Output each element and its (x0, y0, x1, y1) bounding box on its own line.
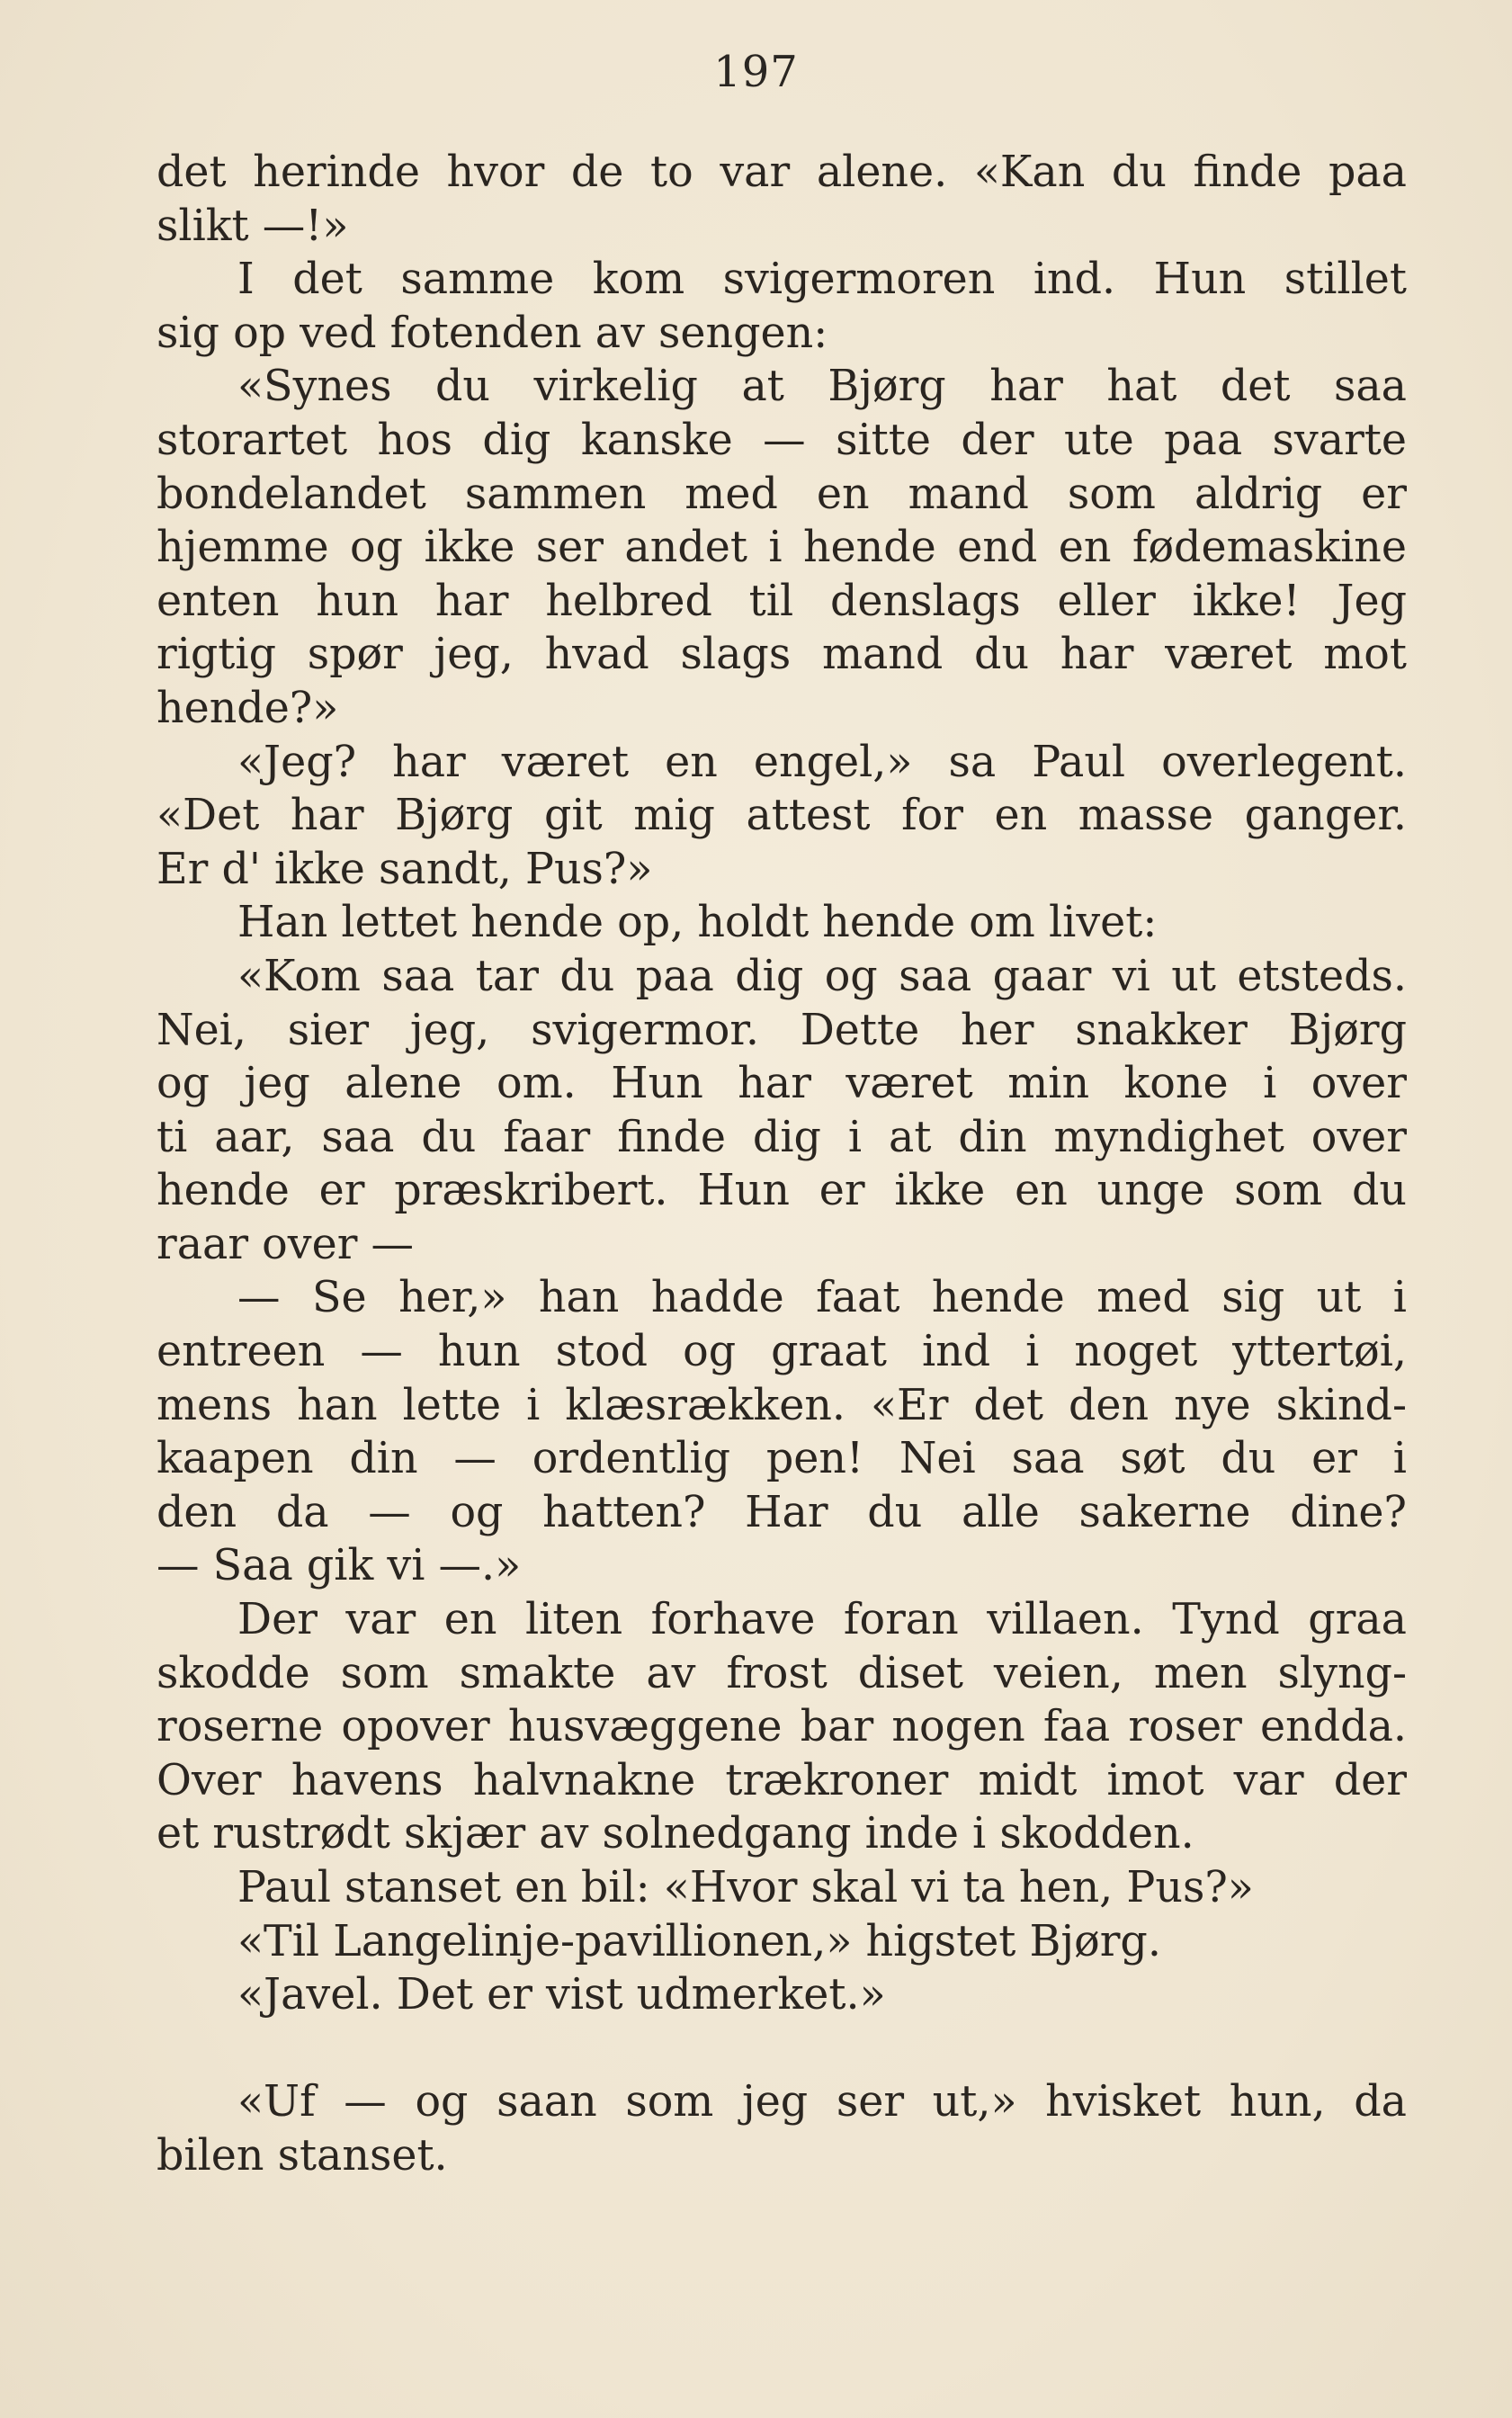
body-text (157, 146, 1407, 2183)
text-line: entreen — hun stod og graat ind i noget yttertøi, (157, 1327, 1407, 1377)
text-line: sig op ved fotenden av sengen: (157, 308, 828, 358)
text-line: det herinde hvor de to var alene. «Kan du finde paa (157, 148, 1407, 197)
text-line: «Kom saa tar du paa dig og saa gaar vi ut etsteds. (237, 951, 1407, 1001)
text-line: I det samme kom svigermoren ind. Hun stillet (237, 255, 1407, 305)
text-line: den da — og hatten? Har du alle sakerne dine? (157, 1487, 1407, 1537)
text-line: raar over — (157, 1219, 414, 1269)
text-line: bondelandet sammen med en mand som aldrig er (157, 469, 1407, 519)
text-line: kaapen din — ordentlig pen! Nei saa søt du er i (157, 1434, 1407, 1484)
text-line: og jeg alene om. Hun har været min kone i over (157, 1059, 1407, 1109)
text-line: Over havens halvnakne trækroner midt imot var der (157, 1755, 1407, 1805)
text-line: Er d' ikke sandt, Pus?» (157, 844, 653, 894)
text-line: «Jeg? har været en engel,» sa Paul overlegent. (237, 737, 1407, 787)
text-line: rigtig spør jeg, hvad slags mand du har været mot (157, 630, 1407, 680)
text-line: bilen stanset. (157, 2130, 448, 2181)
text-line: hende?» (157, 683, 339, 733)
text-line: hjemme og ikke ser andet i hende end en fødemaskine (157, 523, 1407, 573)
text-line: «Til Langelinje-pavillionen,» higstet Bjørg. (237, 1916, 1161, 1966)
page-number: 197 (713, 47, 799, 97)
text-line: ti aar, saa du faar finde dig i at din myndighet over (157, 1112, 1407, 1162)
text-line: «Uf — og saan som jeg ser ut,» hvisket hun, da (237, 2077, 1407, 2127)
text-line: et rustrødt skjær av solnedgang inde i skodden. (157, 1809, 1194, 1859)
text-line: storartet hos dig kanske — sitte der ute paa svarte (157, 415, 1407, 465)
text-line: hende er præskribert. Hun er ikke en unge som du (157, 1166, 1407, 1216)
text-line: Han lettet hende op, holdt hende om livet: (237, 898, 1158, 948)
text-line: enten hun har helbred til denslags eller ikke! Jeg (157, 576, 1407, 626)
text-line: mens han lette i klæsrækken. «Er det den nye skind- (157, 1380, 1407, 1430)
text-line: slikt —!» (157, 201, 349, 251)
text-line: — Saa gik vi —.» (157, 1541, 522, 1591)
paragraph-gap (157, 2022, 1407, 2076)
text-line: roserne opover husvæggene bar nogen faa roser endda. (157, 1702, 1407, 1752)
text-line: «Javel. Det er vist udmerket.» (237, 1970, 886, 2020)
text-line: skodde som smakte av frost diset veien, men slyng- (157, 1648, 1407, 1698)
text-line: «Det har Bjørg git mig attest for en masse ganger. (157, 791, 1407, 841)
text-line: Paul stanset en bil: «Hvor skal vi ta hen, Pus?» (237, 1863, 1254, 1912)
text-line: Der var en liten forhave foran villaen. Tynd graa (237, 1595, 1407, 1645)
text-line: — Se her,» han hadde faat hende med sig ut i (237, 1273, 1407, 1323)
text-line: «Synes du virkelig at Bjørg har hat det saa (237, 362, 1407, 412)
text-line: Nei, sier jeg, svigermor. Dette her snakker Bjørg (157, 1005, 1407, 1055)
